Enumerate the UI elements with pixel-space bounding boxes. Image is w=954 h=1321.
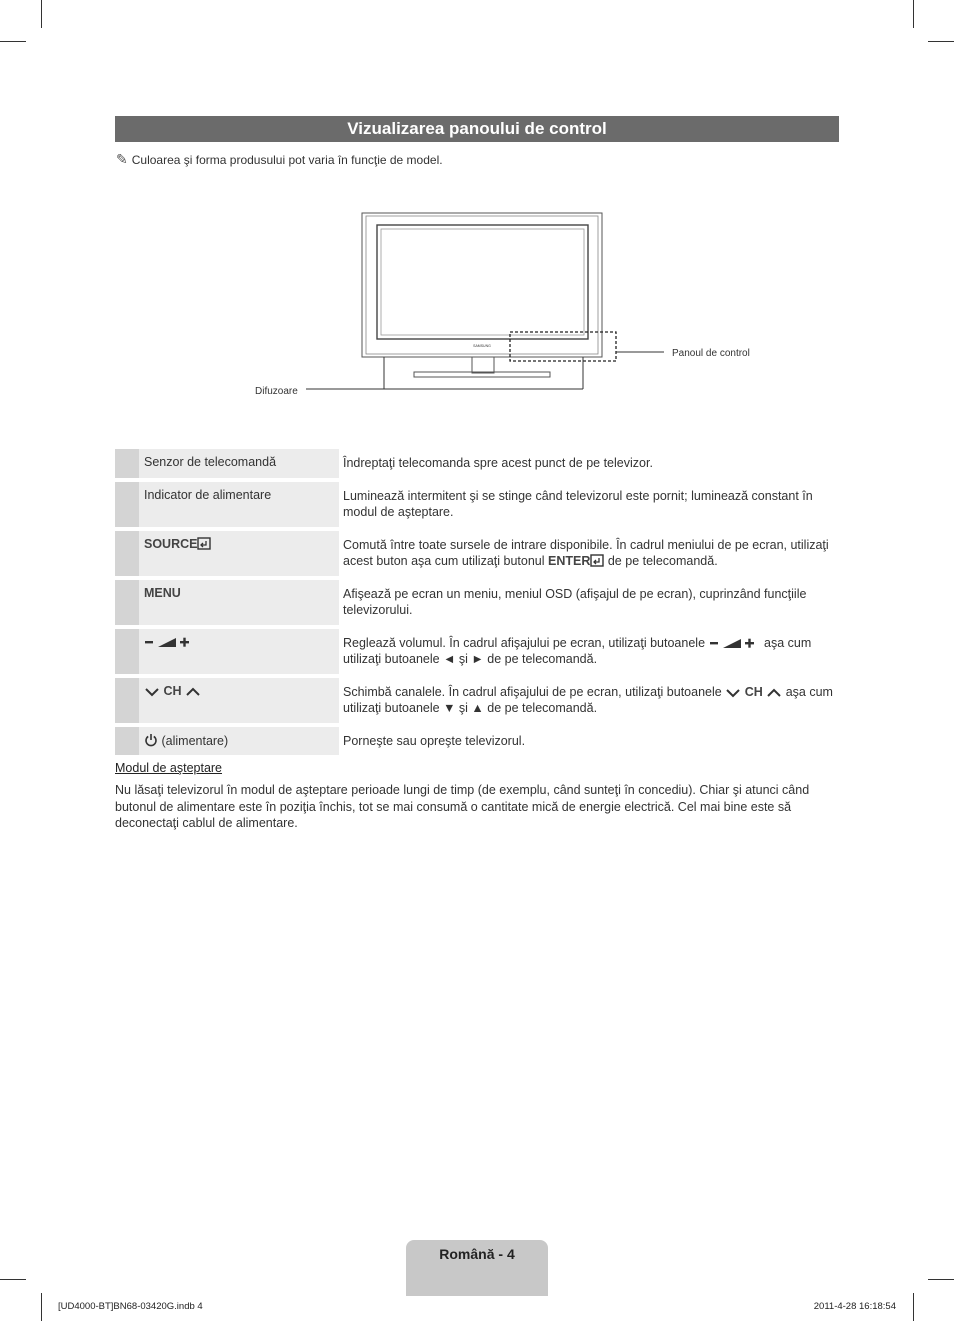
row-desc: Comută între toate sursele de intrare disponibile. În cadrul meniului de pe ecran, utilizaţi acest buton aşa cum utilizaţi butonul ENTER de pe telecomandă. <box>343 537 829 568</box>
note-text: Culoarea şi forma produsului pot varia în funcţie de model. <box>131 153 443 167</box>
speakers-label: Difuzoare <box>255 386 298 397</box>
table-row <box>115 531 839 576</box>
chevron-up-icon <box>766 688 782 698</box>
standby-title: Modul de aşteptare <box>115 761 223 775</box>
row-name: Senzor de telecomandă <box>139 449 339 478</box>
row-name <box>139 531 339 576</box>
crop-mark <box>0 41 26 42</box>
standby-body: Nu lăsaţi televizorul în modul de aşteptare perioade lungi de timp (de exemplu, când sunteţi în concediu). Chiar şi atunci când butonul de alimentare este în poziţia închis, tot se mai consumă o cantitate mică de energie electrică. Cel mai bine este să deconectaţi cablul de alimentare. <box>115 783 810 830</box>
volume-icon <box>144 636 196 648</box>
crop-mark <box>913 1293 914 1321</box>
row-name: MENU <box>139 580 339 625</box>
row-desc: Afişează pe ecran un meniu, meniul OSD (afişajul de pe ecran), cuprinzând funcţiile televizorului. <box>343 586 807 617</box>
pencil-icon: ✎ <box>116 151 128 167</box>
brand-logo: SAMSUNG <box>473 344 491 348</box>
table-row <box>115 449 839 478</box>
crop-mark <box>928 1279 954 1280</box>
row-name: (alimentare) <box>139 727 339 756</box>
control-panel-label: Panoul de control <box>672 348 750 359</box>
chevron-down-icon <box>144 687 160 697</box>
crop-mark <box>41 1293 42 1321</box>
row-name: CH <box>139 678 339 723</box>
note <box>116 151 443 168</box>
chevron-down-icon <box>725 688 741 698</box>
footer-timestamp: 2011-4-28 16:18:54 <box>813 1301 896 1312</box>
page-number-tab: Română - 4 <box>406 1240 548 1296</box>
crop-mark <box>928 41 954 42</box>
crop-mark <box>0 1279 26 1280</box>
crop-mark <box>41 0 42 28</box>
power-icon <box>144 733 158 747</box>
volume-icon <box>709 637 761 649</box>
row-desc: Îndreptaţi telecomanda spre acest punct de pe televizor. <box>343 456 653 470</box>
table-row <box>115 629 839 674</box>
chevron-up-icon <box>185 687 201 697</box>
row-desc: Reglează volumul. În cadrul afişajului pe ecran, utilizaţi butoanele aşa cum utilizaţi butoanele ◄ şi ► de pe telecomandă. <box>343 635 812 666</box>
row-name: Indicator de alimentare <box>139 482 339 527</box>
enter-icon <box>590 554 604 567</box>
source-icon <box>197 537 211 550</box>
crop-mark <box>913 0 914 28</box>
control-table <box>115 449 839 759</box>
page-title: Vizualizarea panoului de control <box>115 116 839 142</box>
row-desc: Porneşte sau opreşte televizorul. <box>343 733 526 748</box>
source-label: SOURCE <box>144 536 198 551</box>
table-row <box>115 580 839 625</box>
table-row <box>115 727 839 756</box>
table-row <box>115 482 839 527</box>
row-desc: Luminează intermitent şi se stinge când televizorul este pornit; luminează constant în modul de aşteptare. <box>343 488 813 519</box>
table-row <box>115 678 839 723</box>
footer-file: [UD4000-BT]BN68-03420G.indb 4 <box>58 1301 203 1312</box>
row-name <box>139 629 339 674</box>
row-desc: Schimbă canalele. În cadrul afişajului de pe ecran, utilizaţi butoanele CH aşa cum utilizaţi butoanele ▼ şi ▲ de pe telecomandă. <box>343 684 833 715</box>
tv-diagram <box>250 205 770 405</box>
